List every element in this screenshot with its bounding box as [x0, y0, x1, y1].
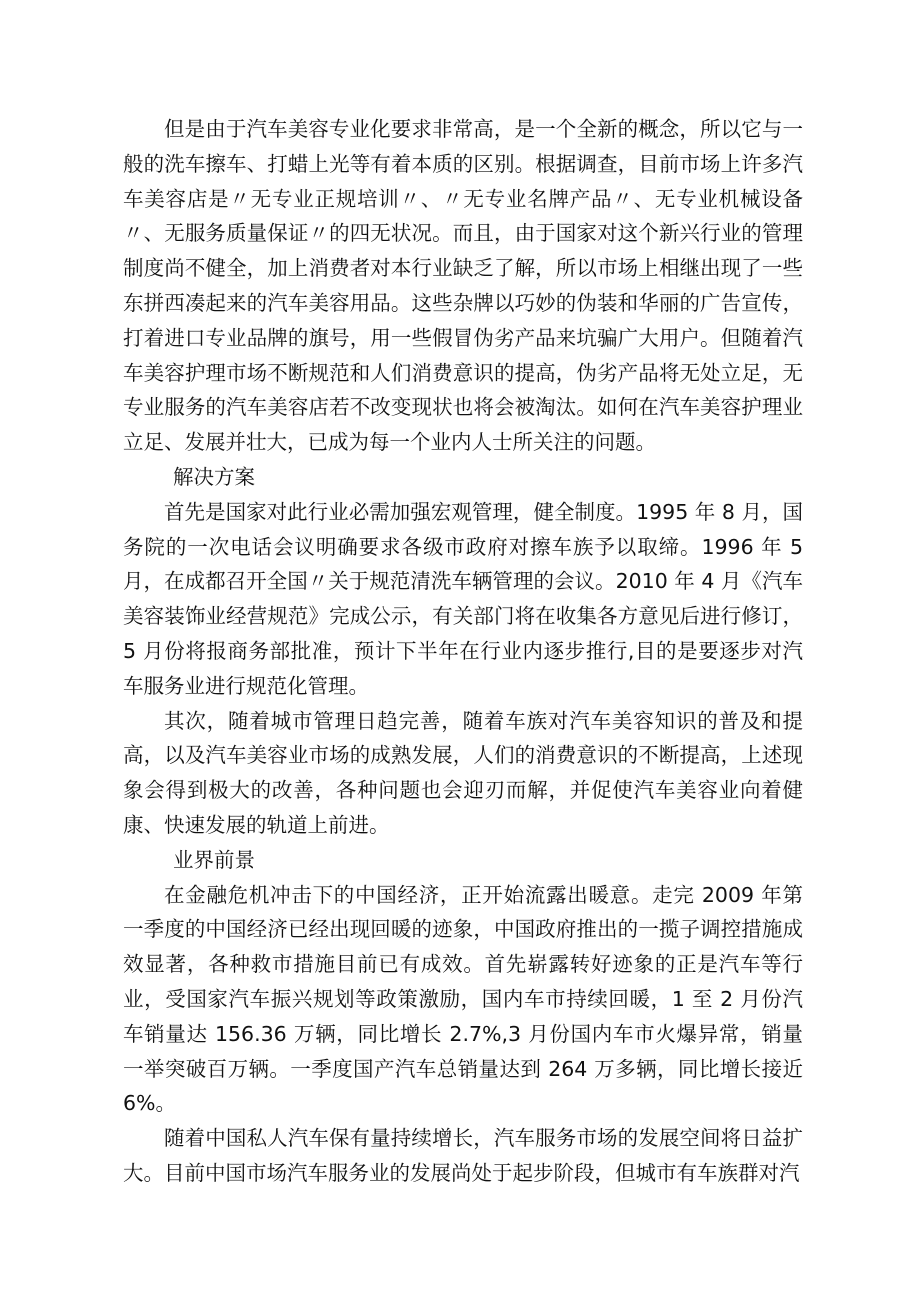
section-heading-solutions: 解决方案	[173, 464, 255, 489]
paragraph-market-maturity: 其次，随着城市管理日趋完善，随着车族对汽车美容知识的普及和提高，以及汽车美容业市场的成熟发展，人们的消费意识的不断提高，上述现象会得到极大的改善，各种问题也会迎刃而解，并促使汽车美容业向着健康、快速发展的轨道上前进。	[123, 708, 803, 837]
paragraph-government-regulation: 首先是国家对此行业必需加强宏观管理，健全制度。1995 年 8 月，国务院的一次电话会议明确要求各级市政府对擦车族予以取缔。1996 年 5 月，在成都召开全国〃关于规范清洗车辆管理的会议。2010 年 4 月《汽车美容装饰业经营规范》完成公示，有关部门将在收集各方意见后进行修订，5 月份将报商务部批准，预计下半年在行业内逐步推行,目的是要逐步对汽车服务业进行规范化管理。	[123, 499, 803, 698]
paragraph-service-market: 随着中国私人汽车保有量持续增长，汽车服务市场的发展空间将日益扩大。目前中国市场汽车服务业的发展尚处于起步阶段，但城市有车族群对汽	[123, 1126, 803, 1185]
paragraph-economic-recovery: 在金融危机冲击下的中国经济，正开始流露出暖意。走完 2009 年第一季度的中国经济已经出现回暖的迹象，中国政府推出的一揽子调控措施成效显著，各种救市措施目前已有成效。首先崭露转好迹象的正是汽车等行业，受国家汽车振兴规划等政策激励，国内车市持续回暖，1 至 2 月份汽车销量达 156.36 万辆，同比增长 2.7%,3 月份国内车市火爆异常，销量一举突破百万辆。一季度国产汽车总销量达到 264 万多辆，同比增长接近 6%。	[123, 882, 803, 1116]
section-heading-prospects: 业界前景	[173, 847, 255, 872]
paragraph-differences: 但是由于汽车美容专业化要求非常高，是一个全新的概念，所以它与一般的洗车擦车、打蜡上光等有着本质的区别。根据调查，目前市场上许多汽车美容店是〃无专业正规培训〃、〃无专业名牌产品〃、无专业机械设备〃、无服务质量保证〃的四无状况。而且，由于国家对这个新兴行业的管理制度尚不健全，加上消费者对本行业缺乏了解，所以市场上相继出现了一些东拼西凑起来的汽车美容用品。这些杂牌以巧妙的伪装和华丽的广告宣传，打着进口专业品牌的旗号，用一些假冒伪劣产品来坑骗广大用户。但随着汽车美容护理市场不断规范和人们消费意识的提高，伪劣产品将无处立足，无专业服务的汽车美容店若不改变现状也将会被淘汰。如何在汽车美容护理业立足、发展并壮大，已成为每一个业内人士所关注的问题。	[123, 117, 803, 455]
document-body	[123, 112, 803, 1191]
